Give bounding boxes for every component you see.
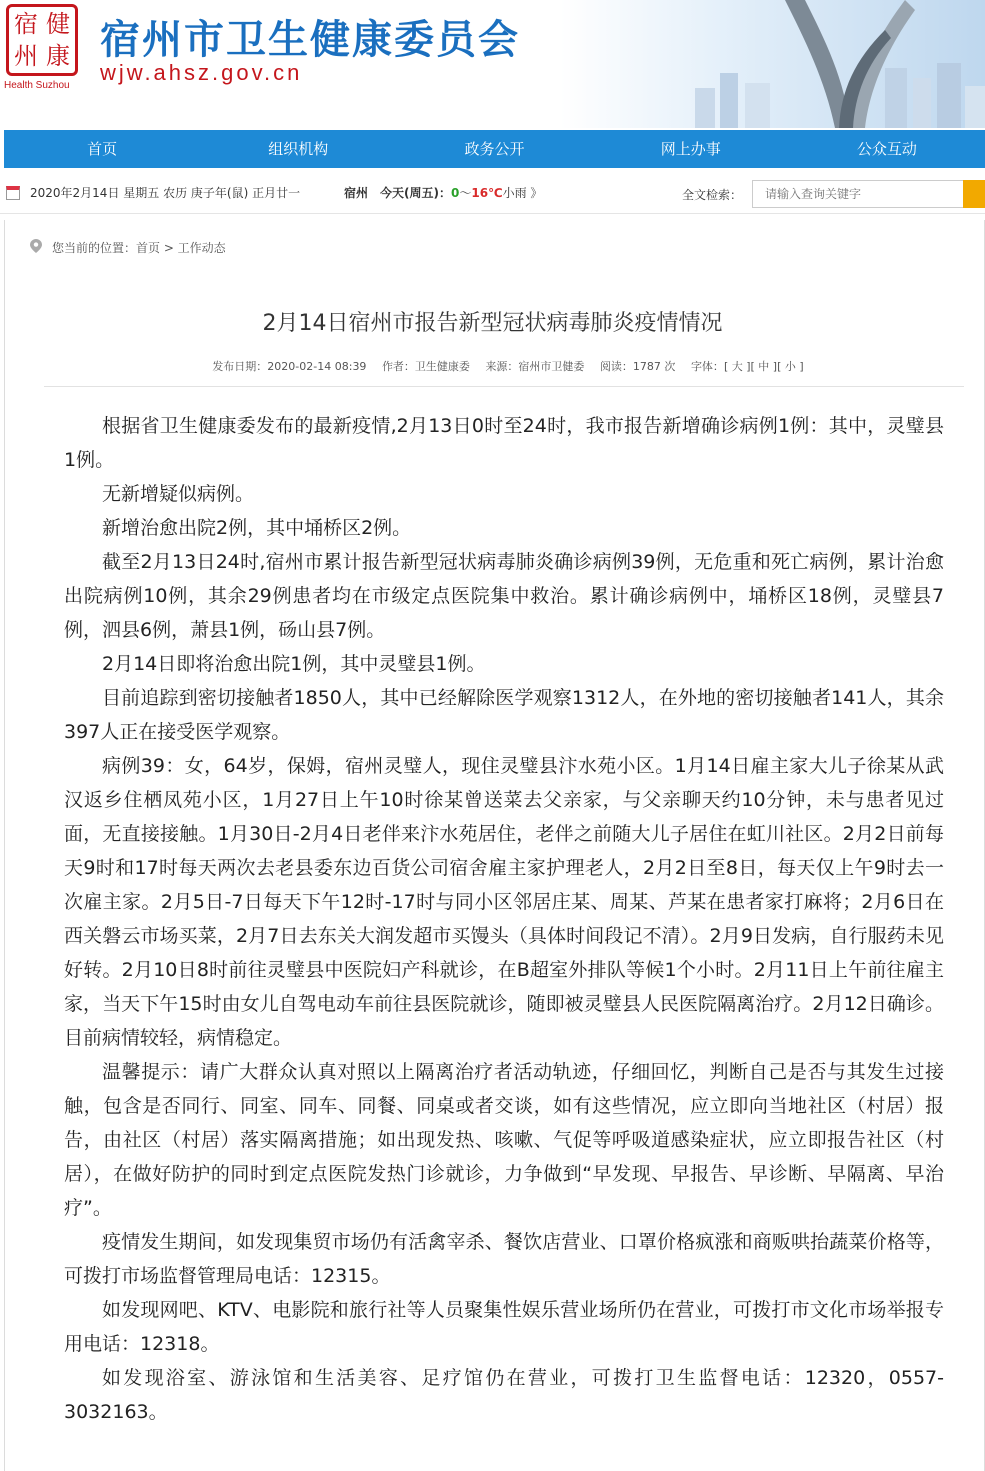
article-paragraph: 疫情发生期间，如发现集贸市场仍有活禽宰杀、餐饮店营业、口罩价格疯涨和商贩哄抬蔬菜价格等，可拨打市场监督管理局电话：12315。 [64, 1231, 944, 1287]
article-source: 来源：宿州市卫健委 [485, 360, 585, 373]
font-large-button[interactable]: [ 大 ] [723, 360, 751, 373]
article-paragraph: 如发现网吧、KTV、电影院和旅行社等人员聚集性娱乐营业场所仍在营业，可拨打市文化市场举报专用电话：12318。 [64, 1299, 944, 1355]
read-count: 阅读：1787 次 [599, 360, 676, 373]
breadcrumb[interactable]: 您当前的位置：首页 > 工作动态 [52, 241, 226, 255]
main-nav [4, 130, 985, 168]
article-paragraph: 根据省卫生健康委发布的最新疫情,2月13日0时至24时，我市报告新增确诊病例1例：其中，灵璧县1例。 [64, 415, 944, 471]
logo-char: 康 [46, 42, 70, 70]
font-size-label: 字体： [690, 360, 724, 373]
nav-item-online-services[interactable]: 网上办事 [660, 140, 721, 158]
logo-char: 州 [14, 42, 38, 70]
temp-separator: ～ [459, 186, 472, 200]
article-author: 作者：卫生健康委 [381, 360, 470, 373]
search-label: 全文检索： [682, 188, 743, 202]
article-paragraph: 无新增疑似病例。 [102, 483, 255, 505]
site-title: 宿州市卫生健康委员会 [100, 17, 520, 63]
publish-date: 发布日期：2020-02-14 08:39 [212, 360, 367, 373]
weather-info[interactable] [344, 184, 542, 201]
font-small-button[interactable]: [ 小 ] [777, 360, 804, 373]
article-meta [0, 358, 985, 374]
logo-char: 健 [46, 10, 70, 38]
article-body [64, 409, 944, 1429]
calendar-icon [6, 186, 20, 200]
site-header [0, 0, 985, 128]
sculpture-graphic [775, 0, 915, 128]
nav-item-organization[interactable]: 组织机构 [268, 140, 329, 158]
weather-condition: 小雨 》 [502, 186, 543, 200]
search-input[interactable] [752, 180, 964, 208]
search-button[interactable] [963, 180, 985, 208]
article-paragraph: 目前追踪到密切接触者1850人，其中已经解除医学观察1312人，在外地的密切接触者141人，其余397人正在接受医学观察。 [64, 687, 944, 743]
nav-item-public-interaction[interactable]: 公众互动 [856, 140, 917, 158]
logo-subtitle: Health Suzhou [4, 80, 70, 91]
font-medium-button[interactable]: [ 中 ] [750, 360, 778, 373]
article-title: 2月14日宿州市报告新型冠状病毒肺炎疫情情况 [262, 311, 723, 336]
nav-item-government-affairs[interactable]: 政务公开 [464, 140, 525, 158]
current-date: 2020年2月14日 星期五 农历 庚子年(鼠) 正月廿一 [30, 186, 301, 200]
weather-today: 今天(周五)： [380, 186, 451, 200]
article-paragraph: 病例39：女，64岁，保姆，宿州灵璧人，现住灵璧县汴水苑小区。1月14日雇主家大儿子徐某从武汉返乡住栖凤苑小区，1月27日上午10时徐某曾送菜去父亲家，与父亲聊天约10分钟，未与患者见过面，无直接接触。1月30日-2月4日老伴来汴水苑居住，老伴之前随大儿子居住在虹川社区。2月2日前每天9时和17时每天两次去老县委东边百货公司宿舍雇主家护理老人，2月2日至8日，每天仅上午9时去一次雇主家。2月5日-7日每天下午12时-17时与同小区邻居庄某、周某、芦某在患者家打麻将；2月6日在西关磐云市场买菜，2月7日去东关大润发超市买馒头（具体时间段记不清）。2月9日发病，自行服药未见好转。2月10日8时前往灵璧县中医院妇产科就诊，在B超室外排队等候1个小时。2月11日上午前往雇主家，当天下午15时由女儿自驾电动车前往县医院就诊，随即被灵璧县人民医院隔离治疗。2月12日确诊。目前病情较轻，病情稳定。 [64, 755, 944, 1049]
location-pin-icon [30, 239, 42, 253]
title-divider [44, 386, 964, 387]
article-paragraph: 温馨提示：请广大群众认真对照以上隔离治疗者活动轨迹，仔细回忆，判断自己是否与其发生过接触，包含是否同行、同室、同车、同餐、同桌或者交谈，如有这些情况，应立即向当地社区（村居）报告，由社区（村居）落实隔离措施；如出现发热、咳嗽、气促等呼吸道感染症状，应立即报告社区（村居），在做好防护的同时到定点医院发热门诊就诊，力争做到“早发现、早报告、早诊断、早隔离、早治疗”。 [64, 1061, 944, 1219]
logo-char: 宿 [14, 10, 38, 38]
site-logo[interactable] [6, 4, 78, 76]
weather-city: 宿州 [344, 186, 369, 200]
article-paragraph: 2月14日即将治愈出院1例，其中灵璧县1例。 [102, 653, 486, 675]
article-paragraph: 截至2月13日24时,宿州市累计报告新型冠状病毒肺炎确诊病例39例，无危重和死亡病例，累计治愈出院病例10例，其余29例患者均在市级定点医院集中救治。累计确诊病例中，埇桥区18例，灵璧县7例，泗县6例，萧县1例，砀山县7例。 [64, 551, 944, 641]
site-url: wjw.ahsz.gov.cn [100, 60, 303, 85]
nav-item-home[interactable]: 首页 [87, 140, 118, 158]
temp-high: 16℃ [471, 186, 503, 200]
article-paragraph: 新增治愈出院2例，其中埇桥区2例。 [102, 517, 412, 539]
temp-low: 0 [451, 186, 460, 200]
article-paragraph: 如发现浴室、游泳馆和生活美容、足疗馆仍在营业，可拨打卫生监督电话：12320，0557-3032163。 [64, 1367, 944, 1423]
